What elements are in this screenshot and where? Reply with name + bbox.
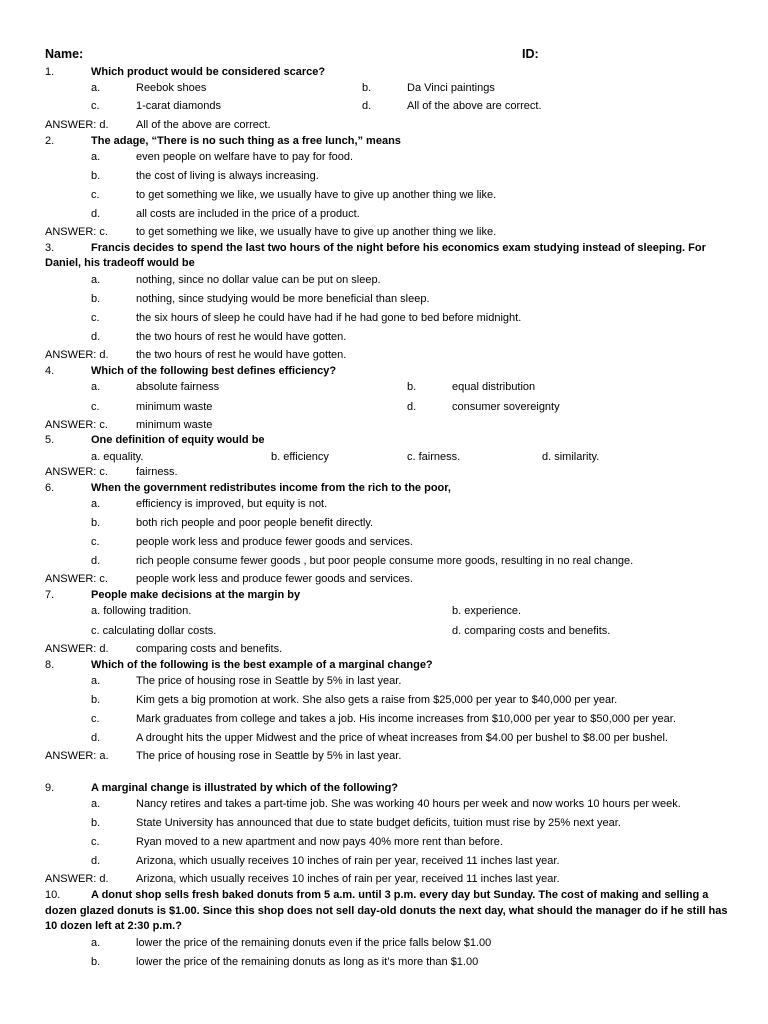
option-letter: b. [91, 517, 101, 529]
option-text: a. following tradition. [91, 605, 192, 617]
option-text: The price of housing rose in Seattle by 5% in last year. [136, 675, 402, 687]
question-text: When the government redistributes income from the rich to the poor, [91, 482, 451, 494]
option-letter: c. [91, 100, 100, 112]
option-letter: b. [407, 381, 417, 393]
option-text: Da Vinci paintings [407, 82, 495, 94]
question-number: 4. [45, 365, 55, 377]
question-number: 7. [45, 589, 55, 601]
answer-label: ANSWER: d. [45, 643, 109, 655]
option-text: people work less and produce fewer goods and services. [136, 536, 413, 548]
option-text: Nancy retires and takes a part-time job. She was working 40 hours per week and now works 10 hours per week. [136, 798, 681, 810]
question-number: 6. [45, 482, 55, 494]
option-text: consumer sovereignty [452, 401, 560, 413]
option-text: nothing, since studying would be more beneficial than sleep. [136, 293, 430, 305]
answer-text: the two hours of rest he would have gotten. [136, 349, 347, 361]
question-number: 3. [45, 242, 55, 254]
option-letter: d. [91, 732, 101, 744]
option-text: lower the price of the remaining donuts as long as it’s more than $1.00 [136, 956, 479, 968]
option-letter: b. [91, 293, 101, 305]
option-text: d. comparing costs and benefits. [452, 625, 611, 637]
option-letter: d. [362, 100, 372, 112]
question-text: The adage, “There is no such thing as a free lunch,” means [91, 135, 401, 147]
option-letter: d. [91, 555, 101, 567]
option-text: both rich people and poor people benefit directly. [136, 517, 374, 529]
option-text: the six hours of sleep he could have had if he had gone to bed before midnight. [136, 312, 522, 324]
answer-label: ANSWER: c. [45, 573, 108, 585]
option-letter: b. [362, 82, 372, 94]
answer-text: comparing costs and benefits. [136, 643, 283, 655]
question-text: A donut shop sells fresh baked donuts from 5 a.m. until 3 p.m. every day but Sunday. The cost of making and selling a [91, 889, 709, 901]
option-text: minimum waste [136, 401, 213, 413]
answer-text: minimum waste [136, 419, 213, 431]
question-text: Which of the following is the best example of a marginal change? [91, 659, 433, 671]
option-text: Mark graduates from college and takes a job. His income increases from $10,000 per year to $50,000 per year. [136, 713, 676, 725]
answer-label: ANSWER: d. [45, 119, 109, 131]
option-letter: a. [91, 498, 101, 510]
option-letter: a. [91, 274, 101, 286]
option-letter: a. [91, 82, 101, 94]
option-letter: d. [91, 331, 101, 343]
question-number: 9. [45, 782, 55, 794]
option-text: A drought hits the upper Midwest and the price of wheat increases from $4.00 per bushel to $8.00 per bushel. [136, 732, 668, 744]
name-label: Name: [45, 47, 84, 61]
option-text: 1-carat diamonds [136, 100, 221, 112]
answer-label: ANSWER: c. [45, 419, 108, 431]
option-text: All of the above are correct. [407, 100, 542, 112]
question-text: Which product would be considered scarce? [91, 66, 326, 78]
option-letter: c. [91, 836, 100, 848]
question-number: 5. [45, 434, 55, 446]
question-number: 2. [45, 135, 55, 147]
answer-text: to get something we like, we usually have to give up another thing we like. [136, 226, 497, 238]
answer-label: ANSWER: c. [45, 466, 108, 478]
answer-text: All of the above are correct. [136, 119, 271, 131]
option-text: even people on welfare have to pay for food. [136, 151, 354, 163]
option-letter: b. [91, 170, 101, 182]
option-letter: c. [91, 713, 100, 725]
option-letter: c. [91, 312, 100, 324]
option-letter: b. [91, 694, 101, 706]
option-text: b. experience. [452, 605, 522, 617]
question-text: Francis decides to spend the last two hours of the night before his economics exam studying instead of sleeping. For [91, 242, 706, 254]
question-text: 10 dozen left at 2:30 p.m.? [45, 920, 182, 932]
question-number: 10. [45, 889, 61, 901]
option-text: absolute fairness [136, 381, 220, 393]
option-text: c. calculating dollar costs. [91, 625, 217, 637]
option-letter: a. [91, 675, 101, 687]
question-text: A marginal change is illustrated by which of the following? [91, 782, 399, 794]
answer-text: Arizona, which usually receives 10 inches of rain per year, received 11 inches last year. [136, 873, 560, 885]
answer-text: The price of housing rose in Seattle by 5% in last year. [136, 750, 402, 762]
option-letter: c. [91, 536, 100, 548]
answer-label: ANSWER: d. [45, 349, 109, 361]
option-text: to get something we like, we usually have to give up another thing we like. [136, 189, 497, 201]
question-text: People make decisions at the margin by [91, 589, 301, 601]
option-text: the cost of living is always increasing. [136, 170, 319, 182]
option-text: Kim gets a big promotion at work. She also gets a raise from $25,000 per year to $40,000 per year. [136, 694, 618, 706]
option-text: Reebok shoes [136, 82, 207, 94]
question-number: 8. [45, 659, 55, 671]
option-text: nothing, since no dollar value can be put on sleep. [136, 274, 381, 286]
option-text: b. efficiency [271, 451, 329, 463]
answer-text: fairness. [136, 466, 178, 478]
option-text: a. equality. [91, 451, 144, 463]
option-letter: c. [91, 189, 100, 201]
option-letter: d. [407, 401, 417, 413]
option-text: Ryan moved to a new apartment and now pays 40% more rent than before. [136, 836, 503, 848]
option-text: the two hours of rest he would have gotten. [136, 331, 347, 343]
question-text: One definition of equity would be [91, 434, 265, 446]
question-text: dozen glazed donuts is $1.00. Since this shop does not sell day-old donuts the next day, what should the manager do if he still has [45, 905, 728, 917]
answer-text: people work less and produce fewer goods and services. [136, 573, 413, 585]
option-letter: d. [91, 208, 101, 220]
option-text: State University has announced that due to state budget deficits, tuition must rise by 25% next year. [136, 817, 621, 829]
option-text: equal distribution [452, 381, 536, 393]
answer-label: ANSWER: c. [45, 226, 108, 238]
option-text: lower the price of the remaining donuts even if the price falls below $1.00 [136, 937, 492, 949]
option-text: efficiency is improved, but equity is not. [136, 498, 328, 510]
option-text: all costs are included in the price of a product. [136, 208, 360, 220]
question-text: Which of the following best defines efficiency? [91, 365, 337, 377]
id-label: ID: [522, 47, 539, 61]
option-letter: b. [91, 956, 101, 968]
question-text: Daniel, his tradeoff would be [45, 257, 195, 269]
option-text: d. similarity. [542, 451, 600, 463]
answer-label: ANSWER: d. [45, 873, 109, 885]
option-letter: a. [91, 151, 101, 163]
option-letter: a. [91, 937, 101, 949]
option-text: c. fairness. [407, 451, 461, 463]
option-text: rich people consume fewer goods , but poor people consume more goods, resulting in no real change. [136, 555, 634, 567]
option-text: Arizona, which usually receives 10 inches of rain per year, received 11 inches last year. [136, 855, 560, 867]
question-number: 1. [45, 66, 55, 78]
option-letter: a. [91, 381, 101, 393]
option-letter: c. [91, 401, 100, 413]
answer-label: ANSWER: a. [45, 750, 109, 762]
option-letter: a. [91, 798, 101, 810]
option-letter: d. [91, 855, 101, 867]
option-letter: b. [91, 817, 101, 829]
